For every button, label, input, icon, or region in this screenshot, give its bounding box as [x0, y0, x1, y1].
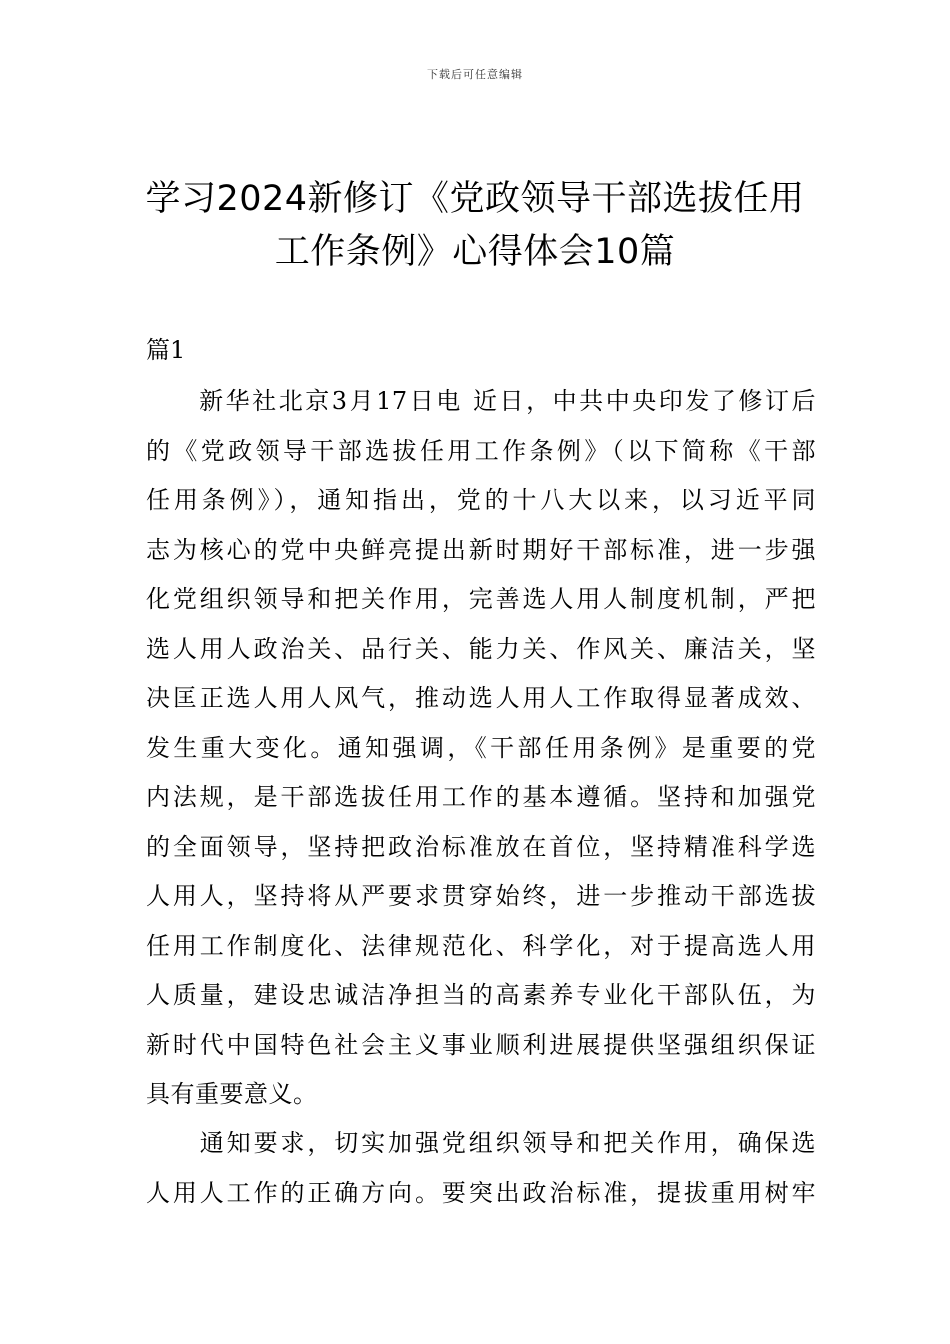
- paragraph-line: 的全面领导，坚持把政治标准放在首位，坚持精准科学选: [146, 832, 816, 861]
- section-label: 篇1: [146, 336, 186, 364]
- paragraph-line: 化党组织领导和把关作用，完善选人用人制度机制，严把: [146, 585, 816, 613]
- document-title: [130, 173, 820, 279]
- paragraph-line: 内法规，是干部选拔任用工作的基本遵循。坚持和加强党: [146, 783, 816, 811]
- paragraph-line: 任用条例》），通知指出，党的十八大以来，以习近平同: [146, 486, 816, 514]
- paragraph-line: 发生重大变化。通知强调，《干部任用条例》是重要的党: [146, 733, 816, 762]
- paragraph-line: 人用人工作的正确方向。要突出政治标准，提拔重用树牢: [146, 1178, 816, 1207]
- paragraph-line: 决匡正选人用人风气，推动选人用人工作取得显著成效、: [146, 684, 816, 712]
- paragraph-line: 人用人，坚持将从严要求贯穿始终，进一步推动干部选拔: [146, 882, 816, 910]
- paragraph-1: [146, 377, 816, 1120]
- paragraph-line: 具有重要意义。: [146, 1080, 318, 1108]
- paragraph-line: 选人用人政治关、品行关、能力关、作风关、廉洁关，坚: [146, 634, 816, 663]
- header-note: 下载后可任意编辑: [427, 68, 523, 81]
- paragraph-line: 志为核心的党中央鲜亮提出新时期好干部标准，进一步强: [146, 535, 816, 564]
- paragraph-line: 人质量，建设忠诚洁净担当的高素养专业化干部队伍，为: [146, 981, 816, 1009]
- title-line-1: 学习2024新修订《党政领导干部选拔任用: [145, 179, 805, 219]
- title-line-2: 工作条例》心得体会10篇: [274, 232, 676, 272]
- paragraph-2: [146, 1119, 816, 1218]
- paragraph-line: 新时代中国特色社会主义事业顺利进展提供坚强组织保证: [146, 1030, 816, 1059]
- paragraph-line: 的《党政领导干部选拔任用工作条例》（以下简称《干部: [146, 436, 816, 465]
- paragraph-line: 新华社北京3月17日电 近日，中共中央印发了修订后: [146, 387, 816, 415]
- paragraph-line: 任用工作制度化、法律规范化、科学化，对于提高选人用: [146, 931, 816, 960]
- paragraph-line: 通知要求，切实加强党组织领导和把关作用，确保选: [146, 1129, 816, 1157]
